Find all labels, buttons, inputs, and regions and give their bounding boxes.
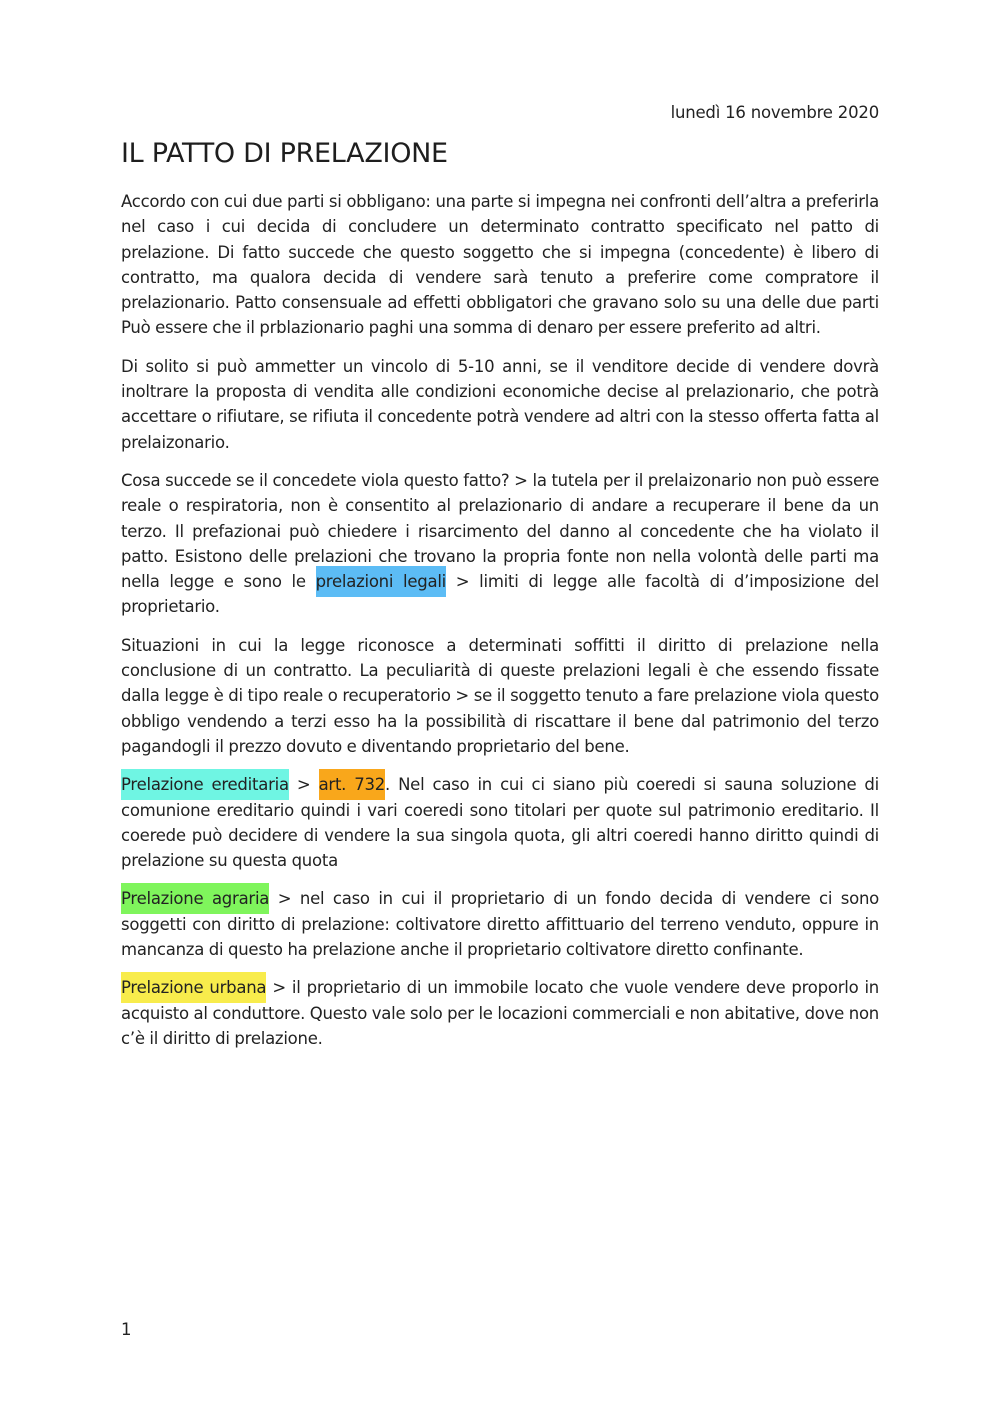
paragraph-duration: Di solito si può ammetter un vincolo di 5-10 anni, se il venditore decide di vendere dovrà inoltrare la proposta di vendita alle condizioni economiche decise al prelazionario, che potrà accettare o rifiutare, se rifiuta il concedente potrà vendere ad altri con la stesso offerta fatta al prelaizonario.	[121, 356, 879, 452]
paragraph-hereditary-separator: >	[288, 775, 319, 795]
highlight-prelazioni-legali: prelazioni legali	[316, 566, 446, 597]
document-body	[121, 189, 879, 1064]
paragraph-hereditary-text: . Nel caso in cui ci siano più coeredi si sauna soluzione di comunione ereditario quindi i vari coeredi sono titolari per quote sul patrimonio ereditario. Il coerede può decidere di vendere la sua singola quota, gli altri coeredi hanno diritto quindi di prelazione su questa quota	[121, 775, 879, 871]
paragraph-hereditary	[121, 772, 879, 873]
highlight-prelazione-agraria: Prelazione agraria	[121, 883, 269, 914]
page-number: 1	[121, 1320, 132, 1339]
paragraph-agrarian-text: > nel caso in cui il proprietario di un fondo decida di vendere ci sono soggetti con diritto di prelazione: coltivatore diretto affittuario del terreno venduto, oppure in mancanza di questo ha prelazione anche il proprietario coltivatore diretto confinante.	[121, 889, 879, 960]
paragraph-violation	[121, 468, 879, 620]
document-date: lunedì 16 novembre 2020	[670, 103, 879, 122]
document-title: IL PATTO DI PRELAZIONE	[121, 138, 448, 169]
paragraph-agrarian	[121, 886, 879, 962]
highlight-prelazione-ereditaria: Prelazione ereditaria	[121, 769, 289, 800]
highlight-prelazione-urbana: Prelazione urbana	[121, 972, 266, 1003]
paragraph-urban	[121, 975, 879, 1051]
paragraph-legal-situations: Situazioni in cui la legge riconosce a determinati soffitti il diritto di prelazione nella conclusione di un contratto. La peculiarità di queste prelazioni legali è che essendo fissate dalla legge è di tipo reale o recuperatorio > se il soggetto tenuto a fare prelazione viola questo obbligo vendendo a terzi esso ha la possibilità di riscattare il bene dal patrimonio del terzo pagandogli il prezzo dovuto e diventando proprietario del bene.	[121, 635, 879, 756]
highlight-art-732: art. 732	[319, 769, 385, 800]
paragraph-urban-text: > il proprietario di un immobile locato che vuole vendere deve proporlo in acquisto al conduttore. Questo vale solo per le locazioni commerciali e non abitative, dove non c’è il diritto di prelazione.	[121, 978, 880, 1048]
paragraph-violation-text: Cosa succede se il concedete viola questo fatto? > la tutela per il prelaizonario non può essere reale o respiratoria, non è consentito al prelazionario di andare a recuperare il bene da un terzo. Il prefazionai può chiedere i risarcimento del danno al concedente che ha violato il patto. Esistono delle prelazioni che trovano la propria fonte non nella volontà delle parti ma nella legge e sono le	[121, 470, 879, 592]
paragraph-violation-tail: > limiti di legge alle facoltà di d’imposizione del proprietario.	[121, 572, 879, 617]
paragraph-definition: Accordo con cui due parti si obbligano: una parte si impegna nei confronti dell’altra a preferirla nel caso i cui decida di concludere un determinato contratto specificato nel patto di prelazione. Di fatto succede che questo soggetto che si impegna (concedente) è libero di contratto, ma qualora decida di vendere sarà tenuto a preferire come compratore il prelazionario. Patto consensuale ad effetti obbligatori che gravano solo su una delle due parti Può essere che il prblazionario paghi una somma di denaro per essere preferito ad altri.	[121, 192, 879, 338]
document-page	[121, 0, 879, 1415]
